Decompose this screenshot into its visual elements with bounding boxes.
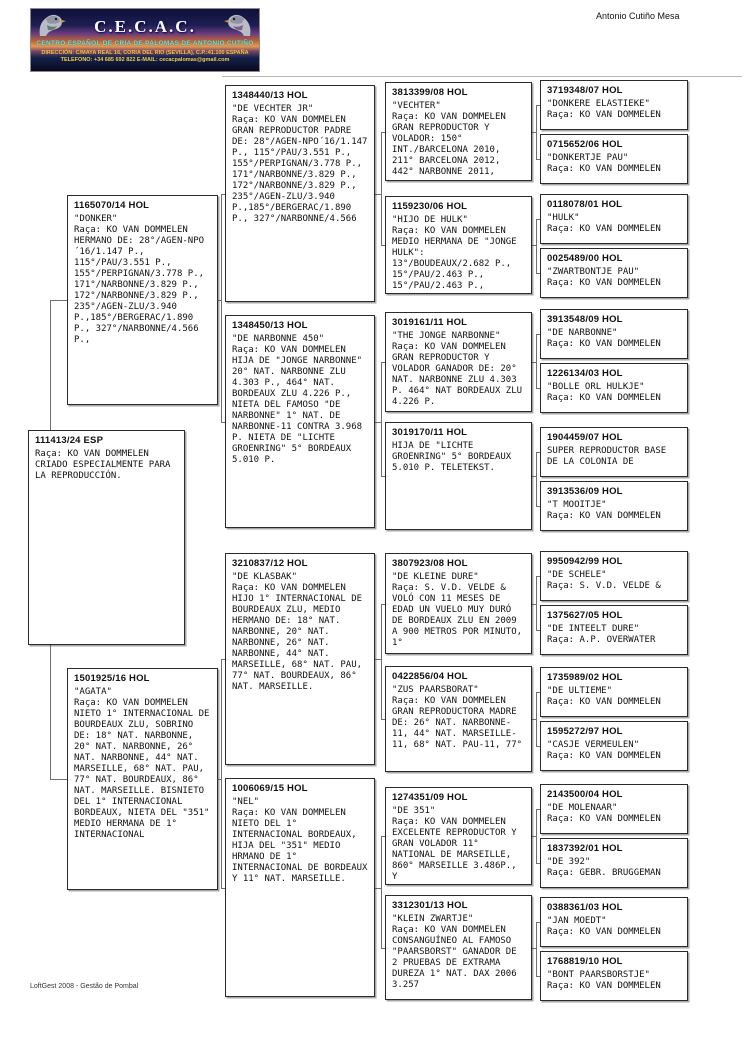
pigeon-name: "DONKERE ELASTIEKE": [547, 99, 650, 109]
ring-number: 1165070/14 HOL: [74, 200, 150, 211]
pedigree-box-g15: [540, 897, 688, 947]
pigeon-description: Raça: KO VAN DOMMELEN: [547, 511, 661, 521]
pigeon-name: "ZWARTBONTJE PAU": [547, 267, 640, 277]
pigeon-description: Raça: KO VAN DOMMELEN MEDIO HERMANA DE "JONGE HULK": 13°/BOUDEAUX/2.682 P., 15°/PAU/2.463 P., 15°/PAU/2.463 P.,: [392, 226, 517, 291]
pigeon-description: Raça: S. V.D. VELDE & VOLÓ CON 11 MESES DE EDAD UN VUELO MUY DURÓ DE BORDEAUX ZLU EN 2009 A 900 METROS POR MINUTO, 1°: [392, 583, 523, 648]
ring-number: 9950942/99 HOL: [547, 556, 623, 567]
pigeon-description: Raça: KO VAN DOMMELEN NIETO 1° INTERNACIONAL DE BOURDEAUX ZLU, SOBRINO DE: 18° NAT. NARBONNE, 20° NAT. NARBONNE, 26° NAT. NARBONNE, 44° NAT. MARSEILLE, 68° NAT. PAU, 77° NAT. BOURDEAUX, 86° NAT. MARSEILLE. BISNIETO DEL 1° INTERNACIONAL BORDEAUX, NIETA DEL "351" MEDIO HERMANA DE 1° INTERNACIONAL: [74, 698, 210, 840]
pigeon-description: Raça: KO VAN DOMMELEN HIJA DE "JONGE NARBONNE" 20° NAT. NARBONNE ZLU 4.303 P., 464° NAT. BORDEAUX ZLU 4.226 P., NIETA DEL FAMOSO "DE NARBONNE" 1° NAT. DE NARBONNE-11 CONTRA 3.968 P. NIETA DE "LICHTE GROENRING" 5° BORDEAUX 5.010 P.: [232, 345, 363, 465]
pedigree-box-g3: [540, 194, 688, 244]
pigeon-name: "KLEIN ZWARTJE": [392, 914, 474, 924]
pedigree-box-g4: [540, 248, 688, 298]
pigeon-name: "DONKERTJE PAU": [547, 153, 629, 163]
pedigree-box-f: [67, 195, 218, 405]
pedigree-box-mff: [385, 553, 532, 654]
pigeon-description: Raça: GEBR. BRUGGEMAN: [547, 868, 661, 878]
pigeon-description: SUPER REPRODUCTOR BASE DE LA COLONIA DE: [547, 446, 667, 467]
pigeon-name: "DE INTEELT DURE": [547, 624, 640, 634]
pigeon-name: "DE KLEINE DURE": [392, 572, 479, 582]
ring-number: 3019170/11 HOL: [392, 427, 468, 438]
pigeon-description: Raça: KO VAN DOMMELEN: [547, 927, 661, 937]
pigeon-description: Raça: KO VAN DOMMELEN: [547, 393, 661, 403]
pigeon-name: "DONKER": [74, 214, 118, 224]
pedigree-box-g8: [540, 481, 688, 531]
pigeon-description: HIJA DE "LICHTE GROENRING" 5° BORDEAUX 5.010 P. TELETEKST.: [392, 441, 512, 473]
pedigree-connector: [381, 362, 382, 476]
pigeon-description: Raça: KO VAN DOMMELEN GRAN REPRODUCTOR Y VOLADOR: 150° INT./BARCELONA 2010, 211° BARCELONA 2012, 442° NARBONNE 2011,: [392, 112, 506, 177]
pedigree-connector: [536, 219, 537, 273]
ring-number: 1837392/01 HOL: [547, 843, 623, 854]
ring-number: 3913548/09 HOL: [547, 314, 623, 325]
pedigree-connector: [50, 779, 67, 780]
ring-number: 0715652/06 HOL: [547, 139, 623, 150]
pigeon-name: "DE NARBONNE": [547, 328, 618, 338]
pedigree-box-g2: [540, 134, 688, 184]
pigeon-description: Raça: KO VAN DOMMELEN: [547, 814, 661, 824]
ring-number: 1006069/15 HOL: [232, 783, 308, 794]
ring-number: 1274351/09 HOL: [392, 792, 468, 803]
pigeon-description: Raça: KO VAN DOMMELEN: [547, 110, 661, 120]
pedigree-connector: [536, 809, 537, 863]
ring-number: 3719348/07 HOL: [547, 85, 623, 96]
pigeon-description: Raça: KO VAN DOMMELEN HERMANO DE: 28°/AGEN-NPO´16/1.147 P., 115°/PAU/3.551 P., 155°/PERPIGNAN/3.778 P., 171°/NARBONNE/3.829 P., 172°/NARBONNE/3.829 P., 235°/AGEN-ZLU/3.940 P.,185°/BERGERAC/1.890 P., 327°/NARBONNE/4.566 P.,: [74, 225, 205, 345]
banner-title: C.E.C.A.C.: [94, 17, 196, 36]
pigeon-description: Raça: A.P. OVERWATER: [547, 635, 656, 645]
ring-number: 1348450/13 HOL: [232, 320, 308, 331]
pigeon-description: Raça: KO VAN DOMMELEN: [547, 751, 661, 761]
pedigree-connector: [536, 452, 537, 506]
pigeon-description: Raça: KO VAN DOMMELEN GRAN REPRODUCTOR Y VOLADOR GANADOR DE: 20° NAT. NARBONNE ZLU 4.303 P. 464° NAT BORDEAUX ZLU 4.226 P.: [392, 342, 523, 407]
pigeon-name: "NEL": [232, 797, 260, 807]
pigeon-name: "T MOOITJE": [547, 500, 607, 510]
pigeon-description: Raça: KO VAN DOMMELEN: [547, 224, 661, 234]
ring-number: 0422856/04 HOL: [392, 671, 468, 682]
ring-number: 1501925/16 HOL: [74, 673, 150, 684]
pigeon-name: "BOLLE ORL HULKJE": [547, 382, 645, 392]
pedigree-connector: [536, 692, 537, 746]
pedigree-box-g5: [540, 309, 688, 359]
pedigree-box-g13: [540, 784, 688, 834]
pigeon-name: "ZUS PAARSBORAT": [392, 685, 479, 695]
pedigree-box-g7: [540, 427, 688, 477]
ring-number: 3807923/08 HOL: [392, 558, 468, 569]
pigeon-name: "DE VECHTER JR": [232, 104, 314, 114]
pedigree-box-ffm: [385, 196, 532, 294]
pigeon-description: Raça: KO VAN DOMMELEN CRIADO ESPECIALMENTE PARA LA REPRODUCCIÓN.: [35, 449, 171, 481]
pedigree-connector: [536, 334, 537, 388]
ring-number: 1226134/03 HOL: [547, 368, 623, 379]
pigeon-description: Raça: S. V.D. VELDE &: [547, 581, 661, 591]
ring-number: 1904459/07 HOL: [547, 432, 623, 443]
pedigree-box-g6: [540, 363, 688, 413]
pedigree-box-g1: [540, 80, 688, 130]
pedigree-box-mfm: [385, 666, 532, 772]
pedigree-box-fm: [225, 315, 375, 528]
pigeon-description: Raça: KO VAN DOMMELEN GRAN REPRODUCTOR PADRE DE: 28°/AGEN-NPO´16/1.147 P., 115°/PAU/3.551 P., 155°/PERPIGNAN/3.778 P., 171°/NARBONNE/3.829 P., 172°/NARBONNE/3.829 P., 235°/AGEN-ZLU/3.940 P.,185°/BERGERAC/1.890 P., 327°/NARBONNE/4.566: [232, 115, 368, 224]
pigeon-name: "AGATA": [74, 687, 112, 697]
pigeon-name: "DE KLASBAK": [232, 572, 298, 582]
ring-number: 0118078/01 HOL: [547, 199, 623, 210]
pedigree-connector: [381, 836, 382, 948]
app-footer: LoftGest 2008 - Gestão de Pombal: [30, 983, 139, 990]
pigeon-description: Raça: KO VAN DOMMELEN: [547, 697, 661, 707]
ring-number: 1595272/97 HOL: [547, 726, 623, 737]
pedigree-box-g10: [540, 605, 688, 655]
pedigree-box-g16: [540, 951, 688, 1001]
pedigree-box-g11: [540, 667, 688, 717]
ring-number: 1768819/10 HOL: [547, 956, 623, 967]
pedigree-connector: [536, 922, 537, 976]
pedigree-box-g14: [540, 838, 688, 888]
pigeon-name: "JAN MOEDT": [547, 916, 607, 926]
pedigree-box-mmm: [385, 895, 532, 1000]
pedigree-box-mmf: [385, 787, 532, 885]
pigeon-name: "HIJO DE HULK": [392, 215, 468, 225]
pigeon-name: "CASJE VERMEULEN": [547, 740, 640, 750]
ring-number: 1735989/02 HOL: [547, 672, 623, 683]
pigeon-name: "DE ULTIEME": [547, 686, 613, 696]
pigeon-name: "DE 351": [392, 806, 436, 816]
pigeon-description: Raça: KO VAN DOMMELEN HIJO 1° INTERNACIONAL DE BOURDEAUX ZLU, MEDIO HERMANO DE: 18° NAT. NARBONNE, 20° NAT. NARBONNE, 26° NAT. NARBONNE, 44° NAT. MARSEILLE, 68° NAT. PAU, 77° NAT. BOURDEAUX, 86° NAT. MARSEILLE.: [232, 583, 363, 692]
pigeon-name: "VECHTER": [392, 101, 441, 111]
pedigree-connector: [221, 659, 222, 888]
ring-number: 3913536/09 HOL: [547, 486, 623, 497]
pigeon-description: Raça: KO VAN DOMMELEN: [547, 278, 661, 288]
pedigree-box-ff: [225, 85, 375, 302]
pigeon-name: "THE JONGE NARBONNE": [392, 331, 501, 341]
pigeon-description: Raça: KO VAN DOMMELEN: [547, 339, 661, 349]
pedigree-connector: [536, 105, 537, 159]
ring-number: 3019161/11 HOL: [392, 317, 468, 328]
pigeon-name: "HULK": [547, 213, 580, 223]
owner-name: Antonio Cutiño Mesa: [596, 11, 680, 21]
pigeon-name: "DE NARBONNE 450": [232, 334, 325, 344]
pigeon-description: Raça: KO VAN DOMMELEN GRAN REPRODUCTORA MADRE DE: 26° NAT. NARBONNE-11, 44° NAT. MARSEILLE-11, 68° NAT. PAU-11, 77°: [392, 696, 523, 750]
pigeon-name: "DE MOLENAAR": [547, 803, 618, 813]
pedigree-box-fff: [385, 82, 532, 181]
pedigree-connector: [536, 576, 537, 630]
pigeon-name: "DE SCHELE": [547, 570, 607, 580]
pedigree-box-s: [28, 430, 185, 645]
pedigree-box-mm: [225, 778, 375, 997]
pedigree-box-g9: [540, 551, 688, 601]
pedigree-connector: [50, 300, 67, 301]
banner-contact: TELEFONO: +34 685 692 822 E-MAIL: cecacpalomas@gmail.com: [60, 57, 230, 63]
pedigree-box-m: [67, 668, 218, 890]
ring-number: 2143500/04 HOL: [547, 789, 623, 800]
pigeon-name: "BONT PAARSBORSTJE": [547, 970, 650, 980]
pedigree-box-g12: [540, 721, 688, 771]
pigeon-name: "DE 392": [547, 857, 591, 867]
pedigree-connector: [381, 132, 382, 246]
banner-subtitle: CENTRO ESPAÑOL DE CRIA DE PALOMAS DE ANTONIO CUTIÑO: [36, 40, 254, 47]
ring-number: 1159230/06 HOL: [392, 201, 468, 212]
pedigree-box-mf: [225, 553, 375, 765]
ring-number: 0025489/00 HOL: [547, 253, 623, 264]
pedigree-box-fmm: [385, 422, 532, 530]
ring-number: 1375627/05 HOL: [547, 610, 623, 621]
pigeon-description: Raça: KO VAN DOMMELEN EXCELENTE REPRODUCTOR Y GRAN VOLADOR 11° NATIONAL DE MARSEILLE, 860° MARSEILLE 3.486P., Y: [392, 817, 517, 882]
pedigree-connector: [221, 194, 222, 422]
pigeon-description: Raça: KO VAN DOMMELEN: [547, 981, 661, 991]
pigeon-description: Raça: KO VAN DOMMELEN CONSANGUÍNEO AL FAMOSO "PAARSBORST" GANADOR DE 2 PRUEBAS DE EXTRAMA DUREZA 1° NAT. DAX 2006 3.257: [392, 925, 517, 990]
ring-number: 0388361/03 HOL: [547, 902, 623, 913]
ring-number: 3210837/12 HOL: [232, 558, 308, 569]
ring-number: 3813399/08 HOL: [392, 87, 468, 98]
ring-number: 3312301/13 HOL: [392, 900, 468, 911]
ring-number: 111413/24 ESP: [35, 435, 104, 446]
pigeon-description: Raça: KO VAN DOMMELEN: [547, 164, 661, 174]
ring-number: 1348440/13 HOL: [232, 90, 308, 101]
banner-address: DIRECCIÓN: C/MAYA REAL 16, CORIA DEL RIO (SEVILLA), C.P.:41.100 ESPAÑA: [41, 50, 249, 56]
pedigree-connector: [381, 604, 382, 720]
pedigree-box-fmf: [385, 312, 532, 412]
pigeon-description: Raça: KO VAN DOMMELEN NIETO DEL 1° INTERNACIONAL BORDEAUX, HIJA DEL "351" MEDIO HRMANO DE 1° INTERNACIONAL DE BORDEAUX Y 11° NAT. MARSEILLE.: [232, 808, 368, 884]
